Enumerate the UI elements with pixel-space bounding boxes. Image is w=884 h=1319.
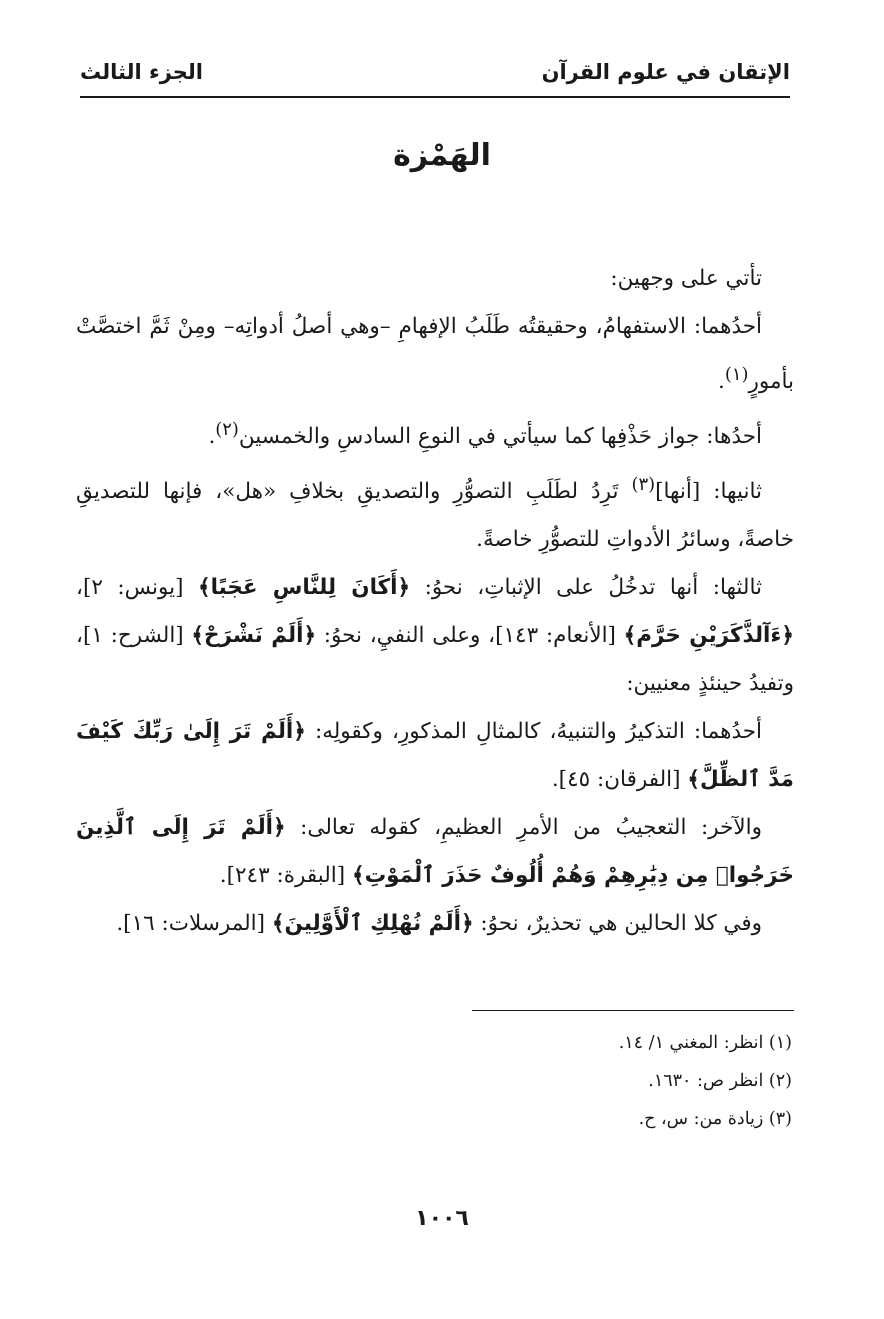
paragraph-text: . bbox=[717, 369, 725, 395]
paragraph-wonder bbox=[76, 804, 794, 900]
book-title: الإتقان في علوم القرآن bbox=[541, 60, 790, 84]
paragraph-text: . bbox=[208, 424, 216, 450]
footnotes bbox=[76, 1024, 792, 1138]
footnote-ref: (١) bbox=[724, 364, 749, 385]
paragraph-text: والآخر: التعجيبُ من الأمرِ العظيمِ، كقوله تعالى: bbox=[285, 815, 762, 841]
footnote-2: (٢) انظر ص: ١٦٣٠. bbox=[648, 1071, 792, 1091]
running-header bbox=[80, 56, 790, 98]
chapter-title: الهَمْزة bbox=[393, 138, 491, 173]
paragraph-intro bbox=[76, 255, 794, 303]
footnote-ref: (٣) bbox=[631, 474, 656, 496]
paragraph-reminder bbox=[76, 708, 794, 804]
footnote-ref: (٢) bbox=[215, 419, 239, 441]
paragraph-text: ثالثها: أنها تدخُلُ على الإثباتِ، نحوُ: bbox=[410, 575, 763, 601]
quran-verse: ﴿أَلَمْ نَشْرَحْ﴾ bbox=[191, 623, 317, 649]
paragraph-second-property bbox=[76, 461, 794, 564]
paragraph-first-property bbox=[76, 406, 794, 461]
paragraph-text: [الفرقان: ٤٥]. bbox=[551, 767, 688, 793]
paragraph-first-meaning bbox=[76, 303, 794, 406]
quran-verse: ﴿ءَآلذَّكَرَيْنِ حَرَّمَ﴾ bbox=[623, 623, 794, 649]
footnote-1: (١) انظر: المغني ١/ ١٤. bbox=[618, 1033, 792, 1053]
footnote-divider bbox=[472, 1010, 794, 1011]
paragraph-text: أحدُهما: التذكيرُ والتنبيهُ، كالمثالِ المذكورِ، وكقولِه: bbox=[305, 719, 762, 745]
footnote-3: (٣) زيادة من: س، ح. bbox=[638, 1109, 792, 1129]
quran-verse: ﴿أَلَمْ تَرَ إِلَى ٱلَّذِينَ خَرَجُوا۟ مِن دِيَٰرِهِمْ وَهُمْ أُلُوفٌ حَذَرَ ٱلْمَوْتِ﴾ bbox=[76, 815, 794, 889]
paragraph-text: [يونس: ٢]، bbox=[76, 575, 198, 601]
paragraph-text: [الأنعام: ١٤٣]، وعلى النفيِ، نحوُ: bbox=[316, 623, 624, 649]
paragraph-text: أحدُهما: الاستفهامُ، وحقيقتُه طَلَبُ الإفهامِ –وهي أصلُ أدواتِه– ومِنْ ثَمَّ اختصَّتْ بأمورٍ bbox=[76, 314, 794, 395]
quran-verse: ﴿أَكَانَ لِلنَّاسِ عَجَبًا﴾ bbox=[197, 575, 411, 601]
paragraph-third-property bbox=[76, 564, 794, 708]
volume-label: الجزء الثالث bbox=[80, 60, 203, 84]
paragraph-text: تَرِدُ لطَلَبِ التصوُّرِ والتصديقِ بخلافِ «هل»، فإنها للتصديقِ خاصةً، وسائرُ الأدواتِ للتصوُّرِ خاصةً. bbox=[76, 479, 794, 553]
paragraph-text: [الشرح: ١]، وتفيدُ حينئذٍ معنيين: bbox=[76, 623, 794, 697]
paragraph-text: [البقرة: ٢٤٣]. bbox=[219, 863, 352, 889]
paragraph-text: [المرسلات: ١٦]. bbox=[116, 911, 272, 937]
quran-verse: ﴿أَلَمْ تَرَ إِلَىٰ رَبِّكَ كَيْفَ مَدَّ ٱلظِّلَّ﴾ bbox=[76, 719, 794, 793]
paragraph-text: وفي كلا الحالين هي تحذيرٌ، نحوُ: bbox=[473, 911, 762, 937]
page-number: ١٠٠٦ bbox=[415, 1206, 469, 1231]
body-text bbox=[76, 255, 794, 948]
quran-verse: ﴿أَلَمْ نُهْلِكِ ٱلْأَوَّلِينَ﴾ bbox=[271, 911, 474, 937]
paragraph-text: ثانيها: [أنها] bbox=[655, 479, 762, 505]
paragraph-warning bbox=[76, 900, 794, 948]
paragraph-text: أحدُها: جواز حَذْفِها كما سيأتي في النوعِ السادسِ والخمسين bbox=[238, 424, 762, 450]
paragraph-text: تأتي على وجهين: bbox=[610, 266, 762, 291]
